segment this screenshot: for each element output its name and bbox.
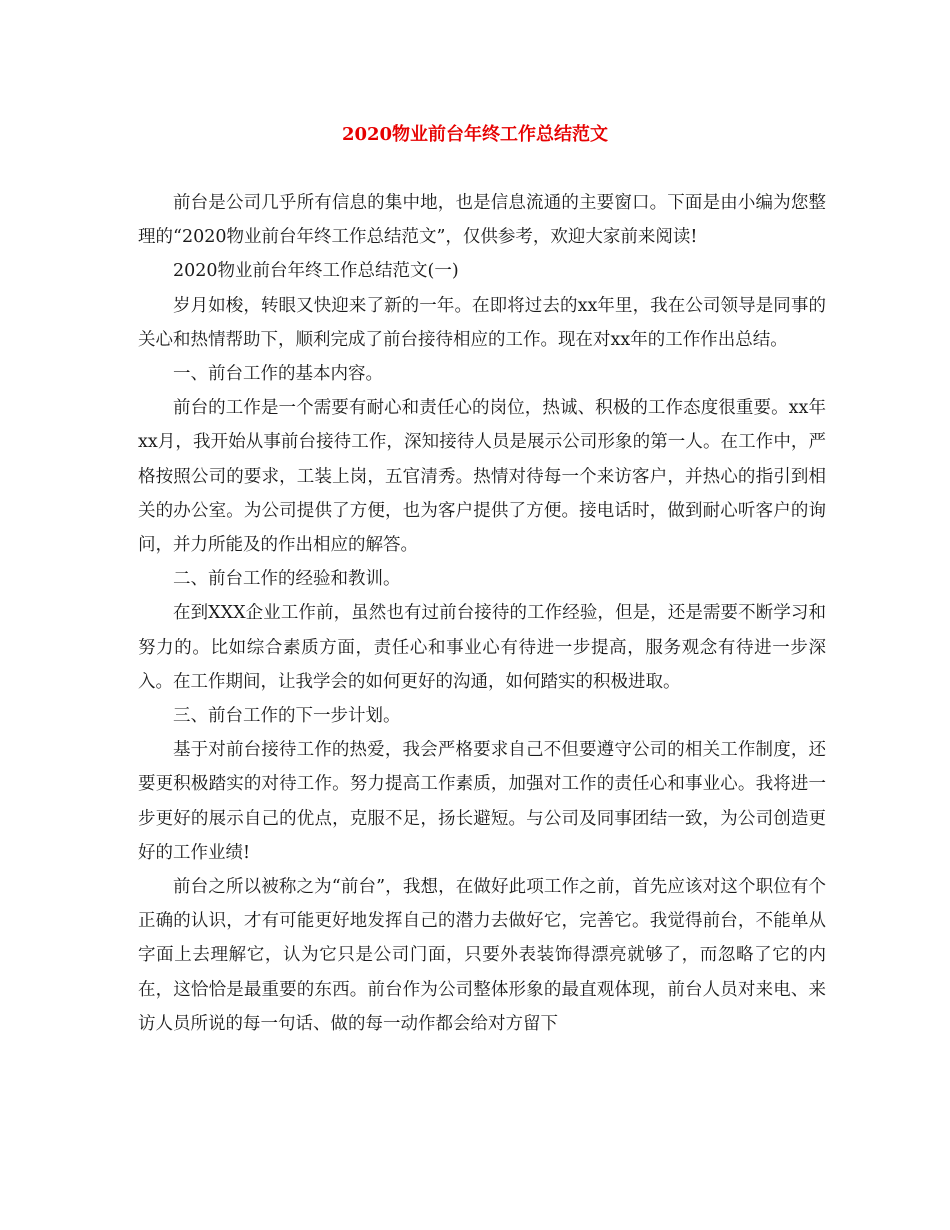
intro-paragraph: 前台是公司几乎所有信息的集中地，也是信息流通的主要窗口。下面是由小编为您整理的“2020物业前台年终工作总结范文”，仅供参考，欢迎大家前来阅读! [138,193,826,248]
document-title: 2020物业前台年终工作总结范文 [341,124,609,145]
body-paragraph-3: 在到XXX企业工作前，虽然也有过前台接待的工作经验，但是，还是需要不断学习和努力的。比如综合素质方面，责任心和事业心有待进一步提高，服务观念有待进一步深入。在工作期间，让我学会的如何更好的沟通，如何踏实的积极进取。 [138,603,826,692]
body-paragraph-1: 岁月如梭，转眼又快迎来了新的一年。在即将过去的xx年里，我在公司领导是同事的关心和热情帮助下，顺利完成了前台接待相应的工作。现在对xx年的工作作出总结。 [138,295,826,350]
section-subtitle: 2020物业前台年终工作总结范文(一) [173,261,459,282]
document-body [138,186,826,1041]
section-heading-1: 一、前台工作的基本内容。 [173,364,383,385]
section-heading-3: 三、前台工作的下一步计划。 [173,706,401,727]
body-paragraph-5: 前台之所以被称之为“前台”，我想，在做好此项工作之前，首先应该对这个职位有个正确的认识，才有可能更好地发挥自己的潜力去做好它，完善它。我觉得前台，不能单从字面上去理解它，认为它只是公司门面，只要外表装饰得漂亮就够了，而忽略了它的内在，这恰恰是最重要的东西。前台作为公司整体形象的最直观体现，前台人员对来电、来访人员所说的每一句话、做的每一动作都会给对方留下 [138,877,826,1034]
section-heading-2: 二、前台工作的经验和教训。 [173,569,401,590]
body-paragraph-2: 前台的工作是一个需要有耐心和责任心的岗位，热诚、积极的工作态度很重要。xx年xx月，我开始从事前台接待工作，深知接待人员是展示公司形象的第一人。在工作中，严格按照公司的要求，工装上岗，五官清秀。热情对待每一个来访客户，并热心的指引到相关的办公室。为公司提供了方便，也为客户提供了方便。接电话时，做到耐心听客户的询问，并力所能及的作出相应的解答。 [138,398,826,556]
body-paragraph-4: 基于对前台接待工作的热爱，我会严格要求自己不但要遵守公司的相关工作制度，还要更积极踏实的对待工作。努力提高工作素质，加强对工作的责任心和事业心。我将进一步更好的展示自己的优点，克服不足，扬长避短。与公司及同事团结一致，为公司创造更好的工作业绩! [138,740,826,863]
